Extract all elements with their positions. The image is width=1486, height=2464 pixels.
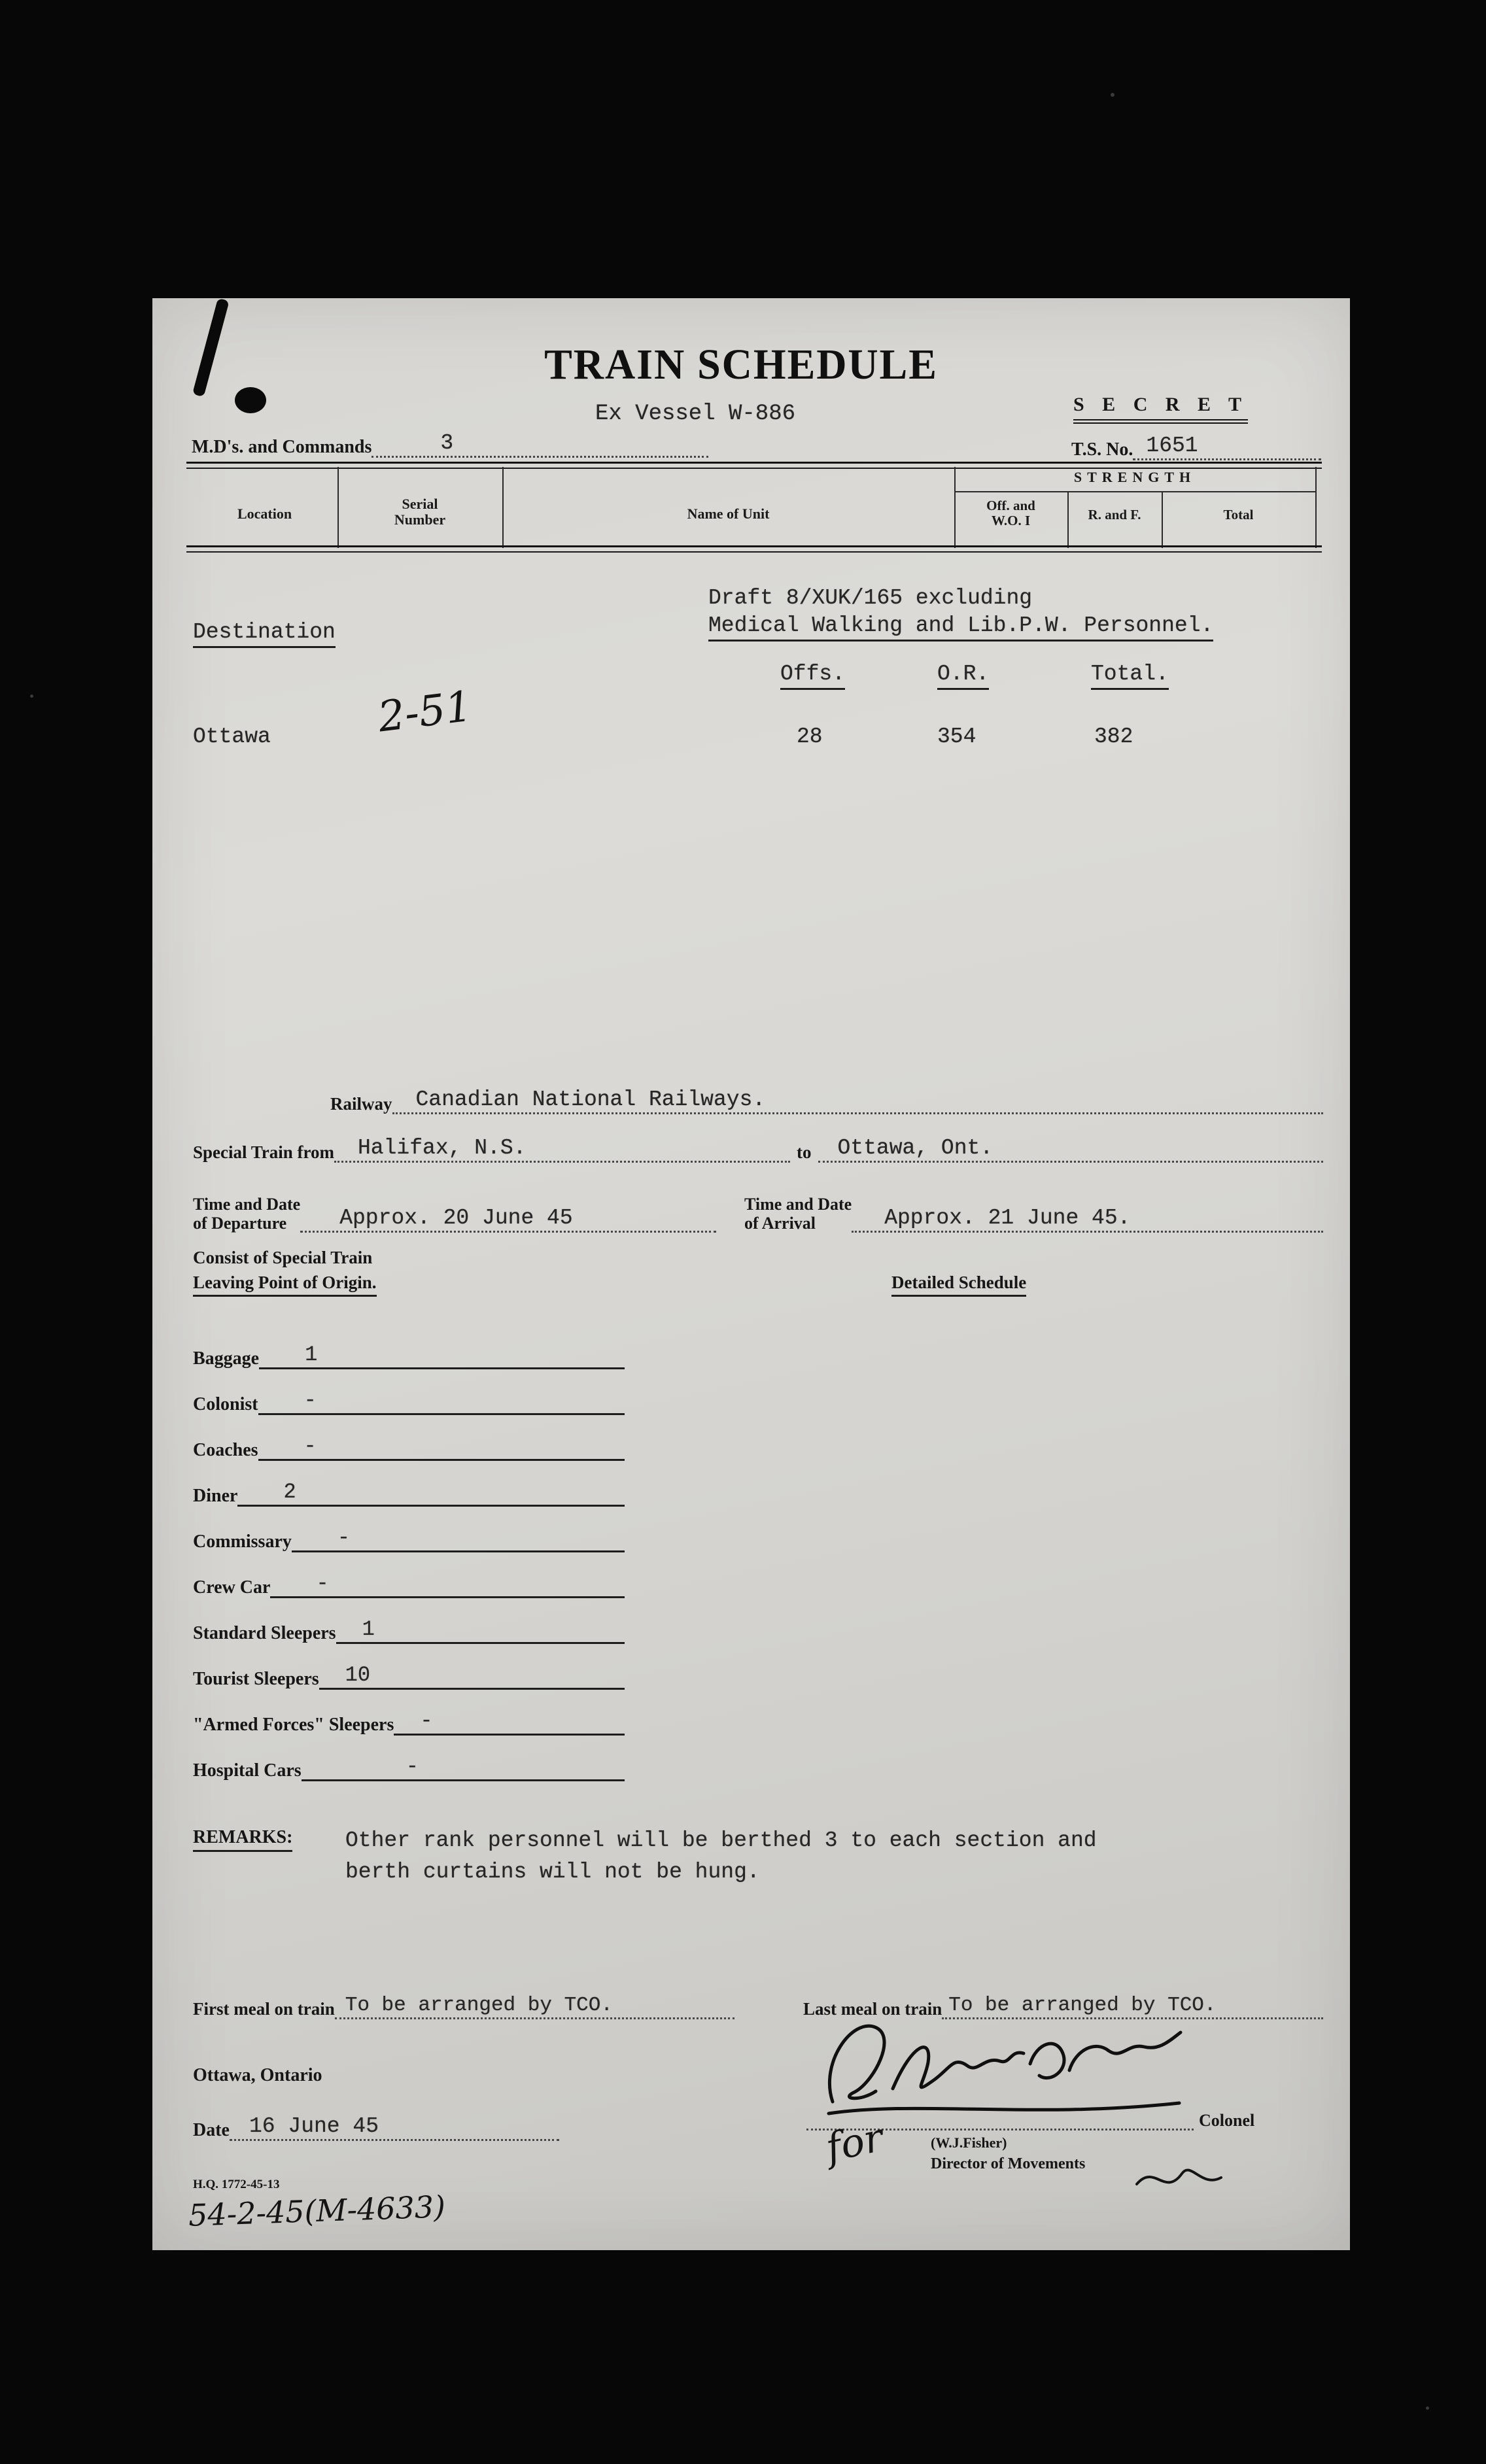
vessel-subtitle: Ex Vessel W-886 <box>595 402 796 426</box>
handwritten-ref-note: 54-2-45(M-4633) <box>188 2189 446 2233</box>
consist-fill <box>258 1434 625 1461</box>
col-r-and-f: R. and F. <box>1088 507 1141 522</box>
md-commands-value: 3 <box>440 431 454 455</box>
consist-value: 2 <box>283 1480 296 1504</box>
consist-value: - <box>337 1526 351 1550</box>
scan-speck <box>30 694 33 698</box>
consist-fill <box>319 1663 625 1690</box>
draft-line-2: Medical Walking and Lib.P.W. Personnel. <box>708 613 1213 642</box>
special-train-from-value: Halifax, N.S. <box>358 1136 527 1160</box>
consist-label: Baggage <box>193 1348 260 1369</box>
special-train-from-fill <box>334 1136 790 1163</box>
date-line <box>193 2110 559 2141</box>
first-meal-fill <box>335 1994 734 2019</box>
signature-rank: Colonel <box>1199 2111 1255 2130</box>
consist-fill <box>237 1480 625 1507</box>
ts-no-fill <box>1133 434 1321 460</box>
col-total-typed: Total. <box>1091 662 1169 690</box>
scan-speck <box>1426 2406 1429 2410</box>
destination-total: 382 <box>1094 725 1133 749</box>
consist-label: Tourist Sleepers <box>193 1669 319 1689</box>
table-bottom-rule <box>186 545 1322 553</box>
consist-heading-line2: Leaving Point of Origin. <box>193 1273 377 1297</box>
consist-fill <box>336 1617 625 1644</box>
draft-line-1: Draft 8/XUK/165 excluding <box>708 586 1033 610</box>
consist-fill <box>259 1343 625 1369</box>
page-title: TRAIN SCHEDULE <box>544 341 938 388</box>
departure-fill <box>300 1206 716 1233</box>
remarks-line2: berth curtains will not be hung. <box>345 1860 760 1884</box>
consist-list <box>193 1342 625 1800</box>
railway-line <box>330 1082 1323 1114</box>
consist-label: Coaches <box>193 1440 258 1460</box>
table-vline <box>1315 467 1317 548</box>
arrival-fill <box>852 1206 1323 1233</box>
consist-label: Colonist <box>193 1394 258 1414</box>
ts-no-value: 1651 <box>1146 434 1198 458</box>
consist-value: 10 <box>345 1663 371 1687</box>
ink-blot <box>235 387 266 413</box>
scan-speck <box>1111 93 1114 97</box>
destination-city: Ottawa <box>193 725 271 749</box>
consist-row-colonist <box>193 1388 625 1415</box>
special-train-label: Special Train from <box>193 1142 334 1162</box>
md-commands-fill <box>372 431 708 458</box>
consist-value: - <box>303 1434 317 1458</box>
last-meal-value: To be arranged by TCO. <box>948 1994 1217 2017</box>
first-meal-line <box>193 1987 734 2019</box>
col-name-of-unit: Name of Unit <box>687 505 770 522</box>
departure-label: Time and Date of Departure <box>193 1194 301 1233</box>
date-label: Date <box>193 2120 230 2140</box>
place-line: Ottawa, Ontario <box>193 2065 322 2085</box>
col-location: Location <box>237 505 292 522</box>
col-off-wo: Off. and W.O. I <box>986 498 1035 529</box>
ts-no-line <box>1071 432 1321 460</box>
consist-label: Crew Car <box>193 1577 271 1598</box>
consist-label: Hospital Cars <box>193 1760 302 1781</box>
arrival-label: Time and Date of Arrival <box>744 1194 852 1233</box>
consist-label: Diner <box>193 1486 238 1506</box>
ts-no-label: T.S. No. <box>1071 439 1133 460</box>
consist-row-crew-car <box>193 1571 625 1598</box>
destination-label: Destination <box>193 620 336 648</box>
consist-fill <box>258 1388 625 1415</box>
consist-value: - <box>316 1571 329 1596</box>
col-or: O.R. <box>937 662 989 690</box>
arrival-line <box>744 1178 1323 1233</box>
special-train-to-value: Ottawa, Ont. <box>837 1136 994 1160</box>
consist-label: Standard Sleepers <box>193 1623 336 1643</box>
secret-classification: S E C R E T <box>1073 394 1248 424</box>
signature-title: Director of Movements <box>931 2155 1086 2172</box>
signature-name: (W.J.Fisher) <box>931 2134 1007 2151</box>
first-meal-value: To be arranged by TCO. <box>345 1994 613 2017</box>
consist-row-baggage <box>193 1342 625 1369</box>
railway-label: Railway <box>330 1094 392 1114</box>
consist-row-tourist-sleepers <box>193 1662 625 1690</box>
consist-row-coaches <box>193 1433 625 1461</box>
remarks-label: REMARKS: <box>193 1827 292 1852</box>
date-fill <box>230 2114 559 2141</box>
date-value: 16 June 45 <box>249 2114 379 2138</box>
consist-fill <box>394 1709 625 1736</box>
handwritten-for-note: for <box>821 2114 888 2172</box>
railway-value: Canadian National Railways. <box>415 1087 766 1112</box>
consist-row-armed-forces-sleepers <box>193 1708 625 1736</box>
consist-label: Commissary <box>193 1531 292 1552</box>
header-rule <box>186 462 1322 469</box>
consist-value: 1 <box>305 1343 318 1367</box>
first-meal-label: First meal on train <box>193 1999 335 2019</box>
detailed-schedule-label: Detailed Schedule <box>891 1273 1026 1297</box>
md-commands-label: M.D's. and Commands <box>192 437 372 457</box>
destination-offs: 28 <box>797 725 823 749</box>
handwritten-destination-note: 2-51 <box>375 682 475 742</box>
consist-heading-line1: Consist of Special Train <box>193 1248 373 1267</box>
remarks-line1: Other rank personnel will be berthed 3 to each section and <box>345 1828 1097 1853</box>
strength-divider <box>954 491 1315 492</box>
form-number: H.Q. 1772-45-13 <box>193 2178 280 2191</box>
consist-value: - <box>303 1388 317 1412</box>
md-commands-line <box>192 426 708 458</box>
consist-fill <box>302 1754 625 1781</box>
consist-row-hospital-cars <box>193 1754 625 1781</box>
ink-mark <box>192 298 230 397</box>
consist-value: - <box>420 1709 433 1733</box>
special-train-to-fill <box>818 1136 1324 1163</box>
consist-value: - <box>406 1754 419 1779</box>
arrival-value: Approx. 21 June 45. <box>884 1206 1131 1230</box>
handwritten-squiggle <box>1133 2157 1225 2202</box>
col-offs: Offs. <box>780 662 845 690</box>
consist-value: 1 <box>362 1617 375 1641</box>
consist-fill <box>292 1526 625 1552</box>
departure-value: Approx. 20 June 45 <box>339 1206 573 1230</box>
special-train-line <box>193 1130 1323 1163</box>
col-serial-number: Serial Number <box>394 496 446 528</box>
last-meal-label: Last meal on train <box>803 1999 942 2019</box>
consist-row-commissary <box>193 1525 625 1552</box>
col-total: Total <box>1223 507 1254 522</box>
departure-line <box>193 1178 716 1233</box>
consist-fill <box>270 1571 625 1598</box>
consist-label: "Armed Forces" Sleepers <box>193 1715 394 1735</box>
strength-header: STRENGTH <box>1073 469 1196 485</box>
to-label: to <box>797 1142 812 1162</box>
railway-fill <box>392 1087 1324 1114</box>
destination-or: 354 <box>937 725 976 749</box>
consist-row-diner <box>193 1479 625 1507</box>
consist-row-standard-sleepers <box>193 1617 625 1644</box>
document-page <box>152 298 1350 2250</box>
